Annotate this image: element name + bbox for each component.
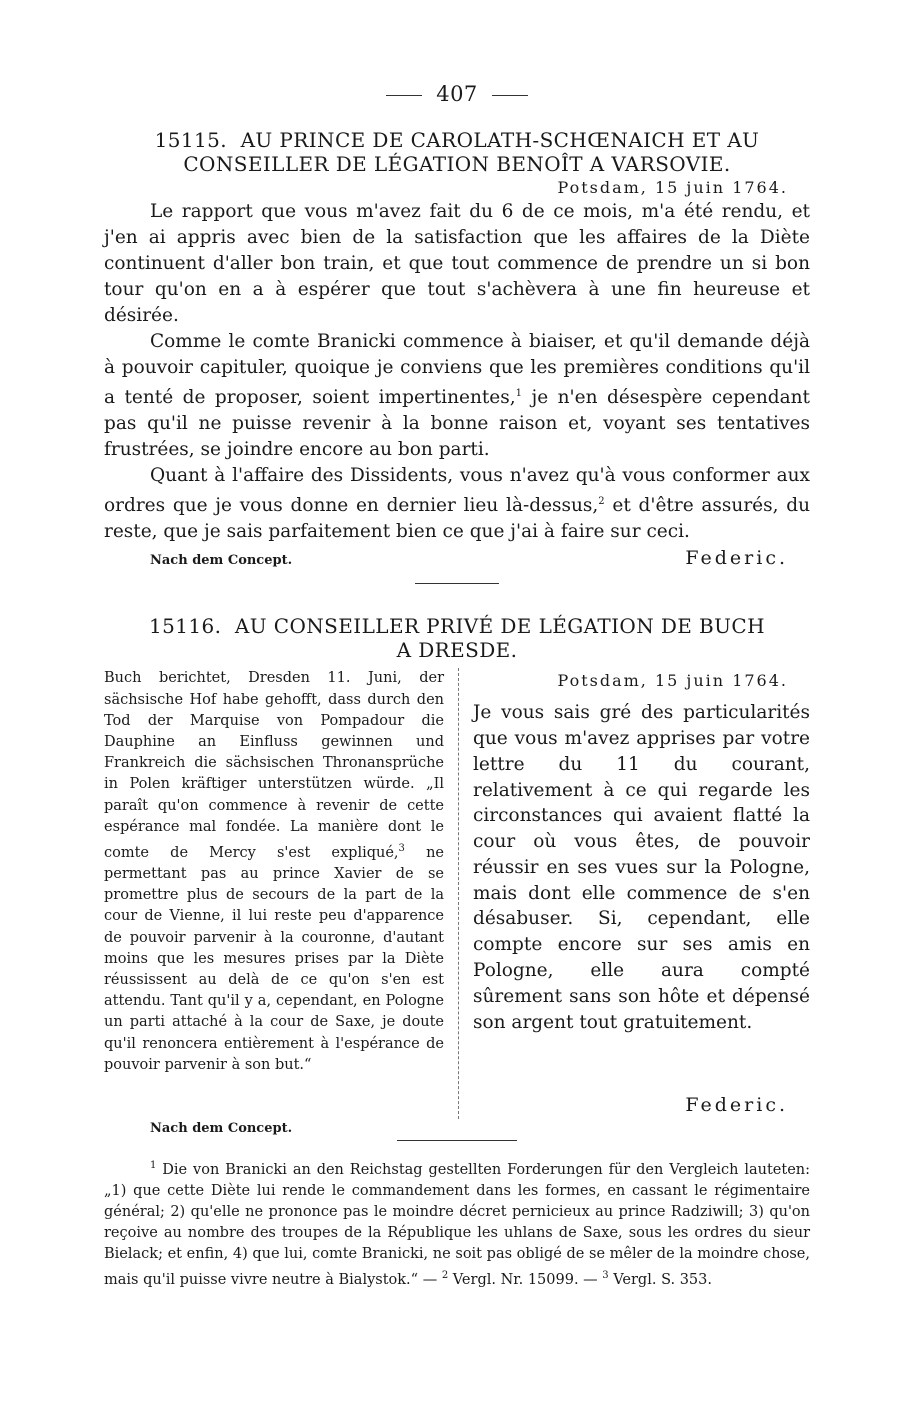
letter2-place-date: Potsdam, 15 juin 1764. [557,671,788,691]
section-divider [415,583,499,584]
header-dash-left [386,95,422,96]
letter2-columns [104,668,810,1119]
letter2-title [104,614,810,662]
page-number: 407 [436,82,478,106]
footnote-marker: 3 [602,1270,609,1282]
letter1-paragraph: Le rapport que vous m'avez fait du 6 de ce mois, m'a été rendu, et j'en ai appris avec bien de la satisfaction que les affaires de la Diète continuent d'aller bon train, et que tout commence de prendre un si bon tour qu'on en a à espérer que tout s'achèvera à une fin heureuse et désirée. [104,201,810,326]
letter1-source: Nach dem Concept. [150,553,293,569]
letter2-signature: Federic. [685,1094,788,1117]
footnote-marker: 1 [150,1160,157,1172]
footnotes [104,1155,810,1291]
footnote-marker: 2 [441,1270,449,1282]
footnote-divider [397,1140,517,1141]
letter1-title [104,128,810,176]
letter2-number: 15116. [149,614,222,639]
letter1-paragraph: Comme le comte Branicki commence à biaiser, et qu'il demande déjà à pouvoir capituler, quoique je conviens que les premières conditions qu'il a tenté de proposer, soient impertinentes,$^1$ je n'en désespère cependant pas qu'il ne puisse revenir à la bonne raison et, voyant ses tentatives frustrées, se joindre encore au bon parti. [104,331,810,461]
footnote-1: $^1$ Die von Branicki an den Reichstag gestellten Forderungen für den Vergleich lauteten: „1) que cette Diète lui rende le commandement dans les formes, en cassant le régimentaire général; 2) qu'elle ne prononce pas le moindre décret pernicieux au prince Radziwill; 3) qu'on reçoive au nombre des troupes de la République les uhlans de Saxe, sous les ordres du sieur Bielack; et enfin, 4) que lui, comte Branicki, ne soit pas obligé de se mêler de la moindre chose, mais qu'il puisse vivre neutre à Bialystok.“ — $^2$ Vergl. Nr. 15099. — $^3$ Vergl. S. 353. [104,1160,811,1288]
letter2-title-line2: A DRESDE. [396,638,518,663]
letter1-number: 15115. [154,128,228,152]
footnote-ref: 3 [398,842,405,854]
letter1-title-line2: CONSEILLER DE LÉGATION BENOÎT A VARSOVIE. [183,152,731,176]
header-dash-right [492,95,528,96]
letter1-footer [104,547,810,569]
letter1-signature: Federic. [685,547,788,570]
summary-text: Buch berichtet, Dresden 11. Juni, der sächsische Hof habe gehofft, dass durch den Tod der Marquise von Pompadour die Dauphine an Einfluss gewinnen und Frankreich die sächsischen Thronansprüche in Polen kräftiger unterstützen würde. „Il paraît qu'on commence à revenir de cette espérance mal fondée. La manière dont le comte de Mercy s'est expliqué,$^3$ ne permettant pas au prince Xavier de se promettre plus de secours de la part de la cour de Vienne, il lui reste peu d'apparence de pouvoir parvenir à la couronne, d'autant moins que les mesures prises par la Diète réussissent au delà de ce qu'on s'en est attendu. Tant qu'il y a, cependant, en Pologne un parti attaché à la cour de Saxe, je doute qu'il renoncera entièrement à l'espérance de pouvoir parvenir à son but.“ [104,670,444,1073]
letter2-text: Je vous sais gré des particularités que vous m'avez apprises par votre lettre du 11 du courant, relativement à ce qui regarde les circonstances qui avaient flatté la cour où vous êtes, de pouvoir réussir en ses vues sur la Pologne, mais dont elle commence de s'en désabuser. Si, cependant, elle compte encore sur ses amis en Pologne, elle aura compté sûrement sans son hôte et dépensé son argent tout gratuitement. [473,702,810,1033]
footnote-ref: 1 [515,388,522,399]
page [104,82,810,1291]
letter1-place-date: Potsdam, 15 juin 1764. [557,178,788,197]
letter1-title-line1: AU PRINCE DE CAROLATH-SCHŒNAICH ET AU [240,128,760,152]
letter2-letter [459,668,810,1119]
footnote-ref: 2 [598,496,605,508]
letter2-title-line1: AU CONSEILLER PRIVÉ DE LÉGATION DE BUCH [234,614,765,639]
letter2-source: Nach dem Concept. [150,1121,293,1137]
letter1-paragraph: Quant à l'affaire des Dissidents, vous n'avez qu'à vous conformer aux ordres que je vous donne en dernier lieu là-dessus,$^2$ et d'être assurés, du reste, que je sais parfaitement bien ce que j'ai à faire sur ceci. [104,465,810,543]
letter1-body [104,199,810,545]
letter2-summary [104,668,459,1119]
page-header [104,82,810,106]
